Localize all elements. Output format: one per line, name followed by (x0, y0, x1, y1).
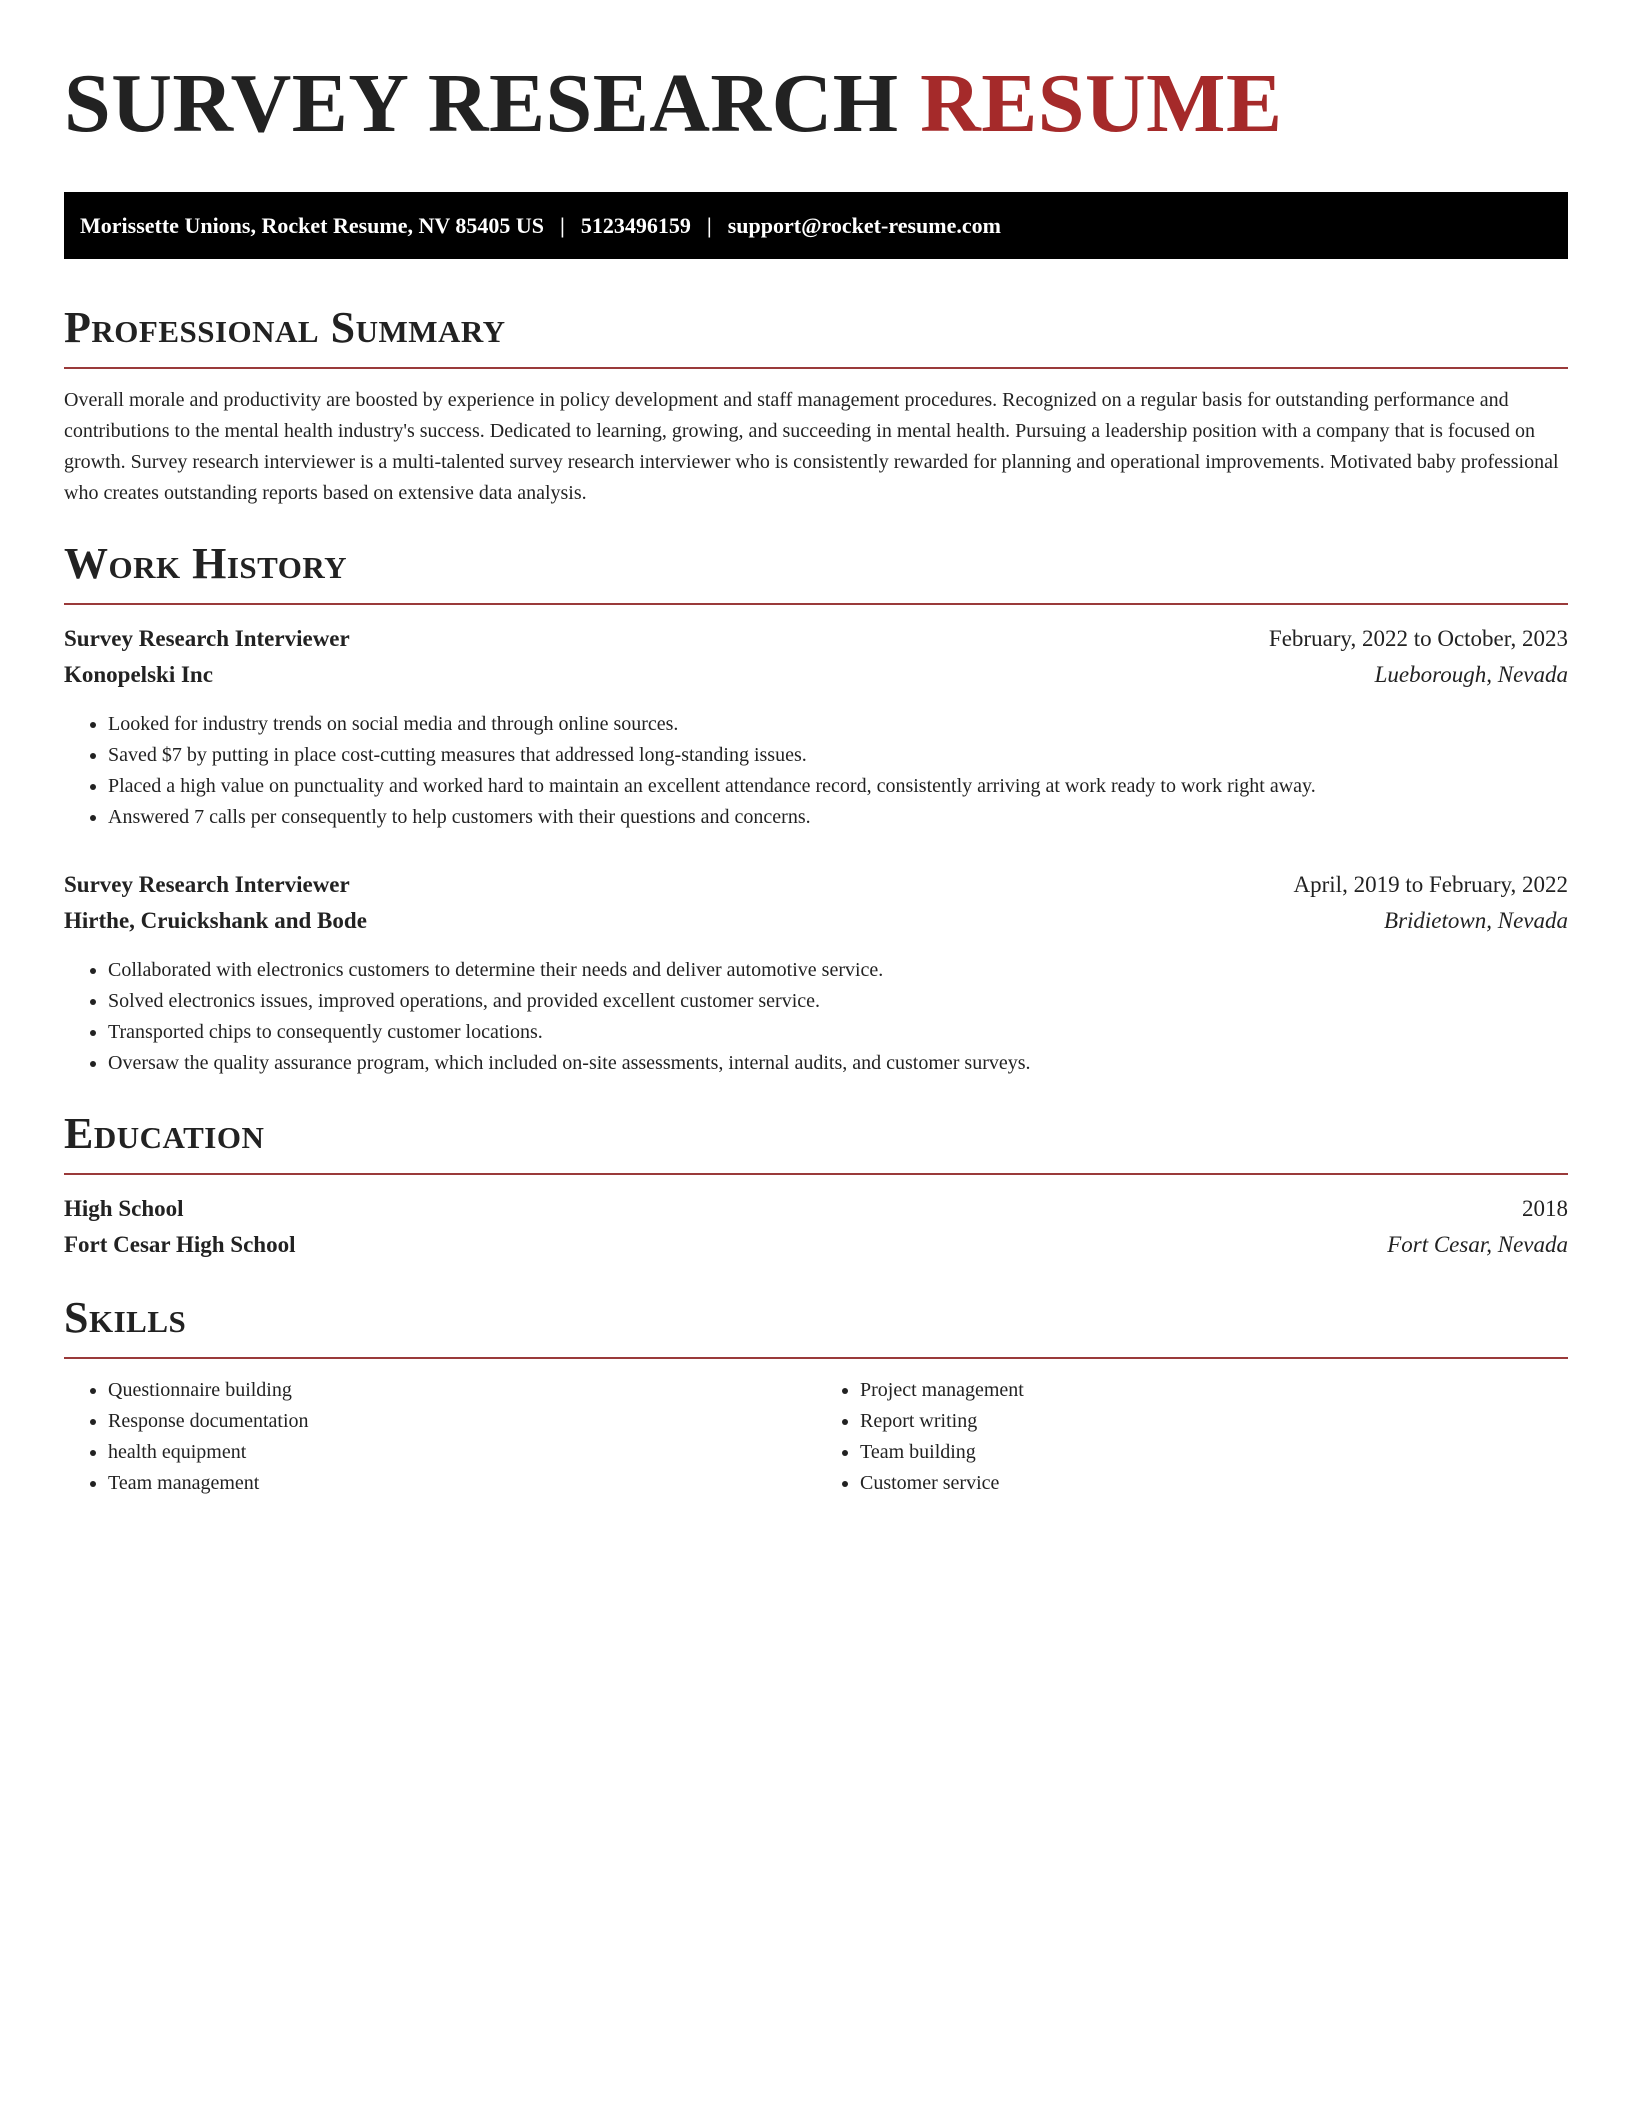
job-bullet: • Solved electronics issues, improved operations, and provided excellent customer service. (108, 986, 1568, 1017)
job-title: Survey Research Interviewer (64, 626, 350, 651)
skills-column-right (816, 1375, 1568, 1499)
contact-separator: | (706, 212, 712, 238)
education-school-row (64, 1227, 1568, 1263)
contact-separator: | (560, 212, 565, 238)
education-heading: Education (64, 1109, 265, 1158)
job-bullet: • Oversaw the quality assurance program, which included on-site assessments, internal audits, and customer surveys. (108, 1048, 1568, 1079)
job-company-row (64, 657, 1568, 693)
summary-section (64, 303, 1568, 509)
summary-heading: Professional Summary (64, 303, 506, 352)
job-bullet: • Collaborated with electronics customers to determine their needs and deliver automotive service. (108, 955, 1568, 986)
skills-grid (64, 1375, 1568, 1499)
job-bullet: • Answered 7 calls per consequently to help customers with their questions and concerns. (108, 802, 1568, 833)
skill-item: • Customer service (860, 1468, 1568, 1499)
education-year: 2018 (1522, 1196, 1568, 1221)
section-divider (64, 1173, 1568, 1175)
education-entry (64, 1191, 1568, 1263)
skill-item: • Team management (108, 1468, 816, 1499)
job-title: Survey Research Interviewer (64, 872, 350, 897)
title-main: SURVEY RESEARCH (64, 57, 899, 150)
section-divider (64, 367, 1568, 369)
resume-title (64, 58, 1568, 150)
education-header-row (64, 1191, 1568, 1227)
skills-heading: Skills (64, 1293, 187, 1342)
contact-email: support@rocket-resume.com (727, 212, 1001, 238)
job-entry (64, 867, 1568, 1079)
education-school: Fort Cesar High School (64, 1232, 296, 1257)
work-history-section (64, 539, 1568, 1079)
skill-item: • Report writing (860, 1406, 1568, 1437)
skill-item: • Questionnaire building (108, 1375, 816, 1406)
section-divider (64, 1357, 1568, 1359)
title-accent: RESUME (920, 57, 1283, 150)
skills-section (64, 1293, 1568, 1499)
education-section (64, 1109, 1568, 1263)
job-dates: February, 2022 to October, 2023 (1268, 626, 1568, 651)
job-entry (64, 621, 1568, 833)
job-bullet: • Transported chips to consequently customer locations. (108, 1017, 1568, 1048)
job-location: Lueborough, Nevada (1374, 662, 1568, 687)
job-company: Hirthe, Cruickshank and Bode (64, 908, 367, 933)
skills-column-left (64, 1375, 816, 1499)
work-history-heading: Work History (64, 539, 348, 588)
job-bullet: • Placed a high value on punctuality and worked hard to maintain an excellent attendance record, consistently arriving at work ready to work right away. (108, 771, 1568, 802)
job-dates: April, 2019 to February, 2022 (1293, 872, 1568, 897)
job-bullet: • Saved $7 by putting in place cost-cutting measures that addressed long-standing issues. (108, 740, 1568, 771)
summary-text: Overall morale and productivity are boosted by experience in policy development and staff management procedures. Recognized on a regular basis for outstanding performance and contributions to the mental health industry's success. Dedicated to learning, growing, and succeeding in mental health. Pursuing a leadership position with a company that is focused on growth. Survey research interviewer is a multi-talented survey research interviewer who is consistently rewarded for planning and operational improvements. Motivated baby professional who creates outstanding reports based on extensive data analysis. (64, 389, 1559, 504)
skill-item: • Project management (860, 1375, 1568, 1406)
job-header-row (64, 867, 1568, 903)
education-degree: High School (64, 1196, 184, 1221)
job-company-row (64, 903, 1568, 939)
skill-item: • Team building (860, 1437, 1568, 1468)
skill-item: • Response documentation (108, 1406, 816, 1437)
job-bullets (64, 709, 1568, 833)
job-bullet: • Looked for industry trends on social media and through online sources. (108, 709, 1568, 740)
job-location: Bridietown, Nevada (1384, 908, 1568, 933)
section-divider (64, 603, 1568, 605)
skill-item: • health equipment (108, 1437, 816, 1468)
contact-phone: 5123496159 (580, 212, 691, 238)
contact-address: Morissette Unions, Rocket Resume, NV 85405 US (80, 212, 544, 238)
job-company: Konopelski Inc (64, 662, 213, 687)
contact-bar (64, 192, 1568, 259)
education-location: Fort Cesar, Nevada (1387, 1232, 1568, 1257)
job-bullets (64, 955, 1568, 1079)
job-header-row (64, 621, 1568, 657)
